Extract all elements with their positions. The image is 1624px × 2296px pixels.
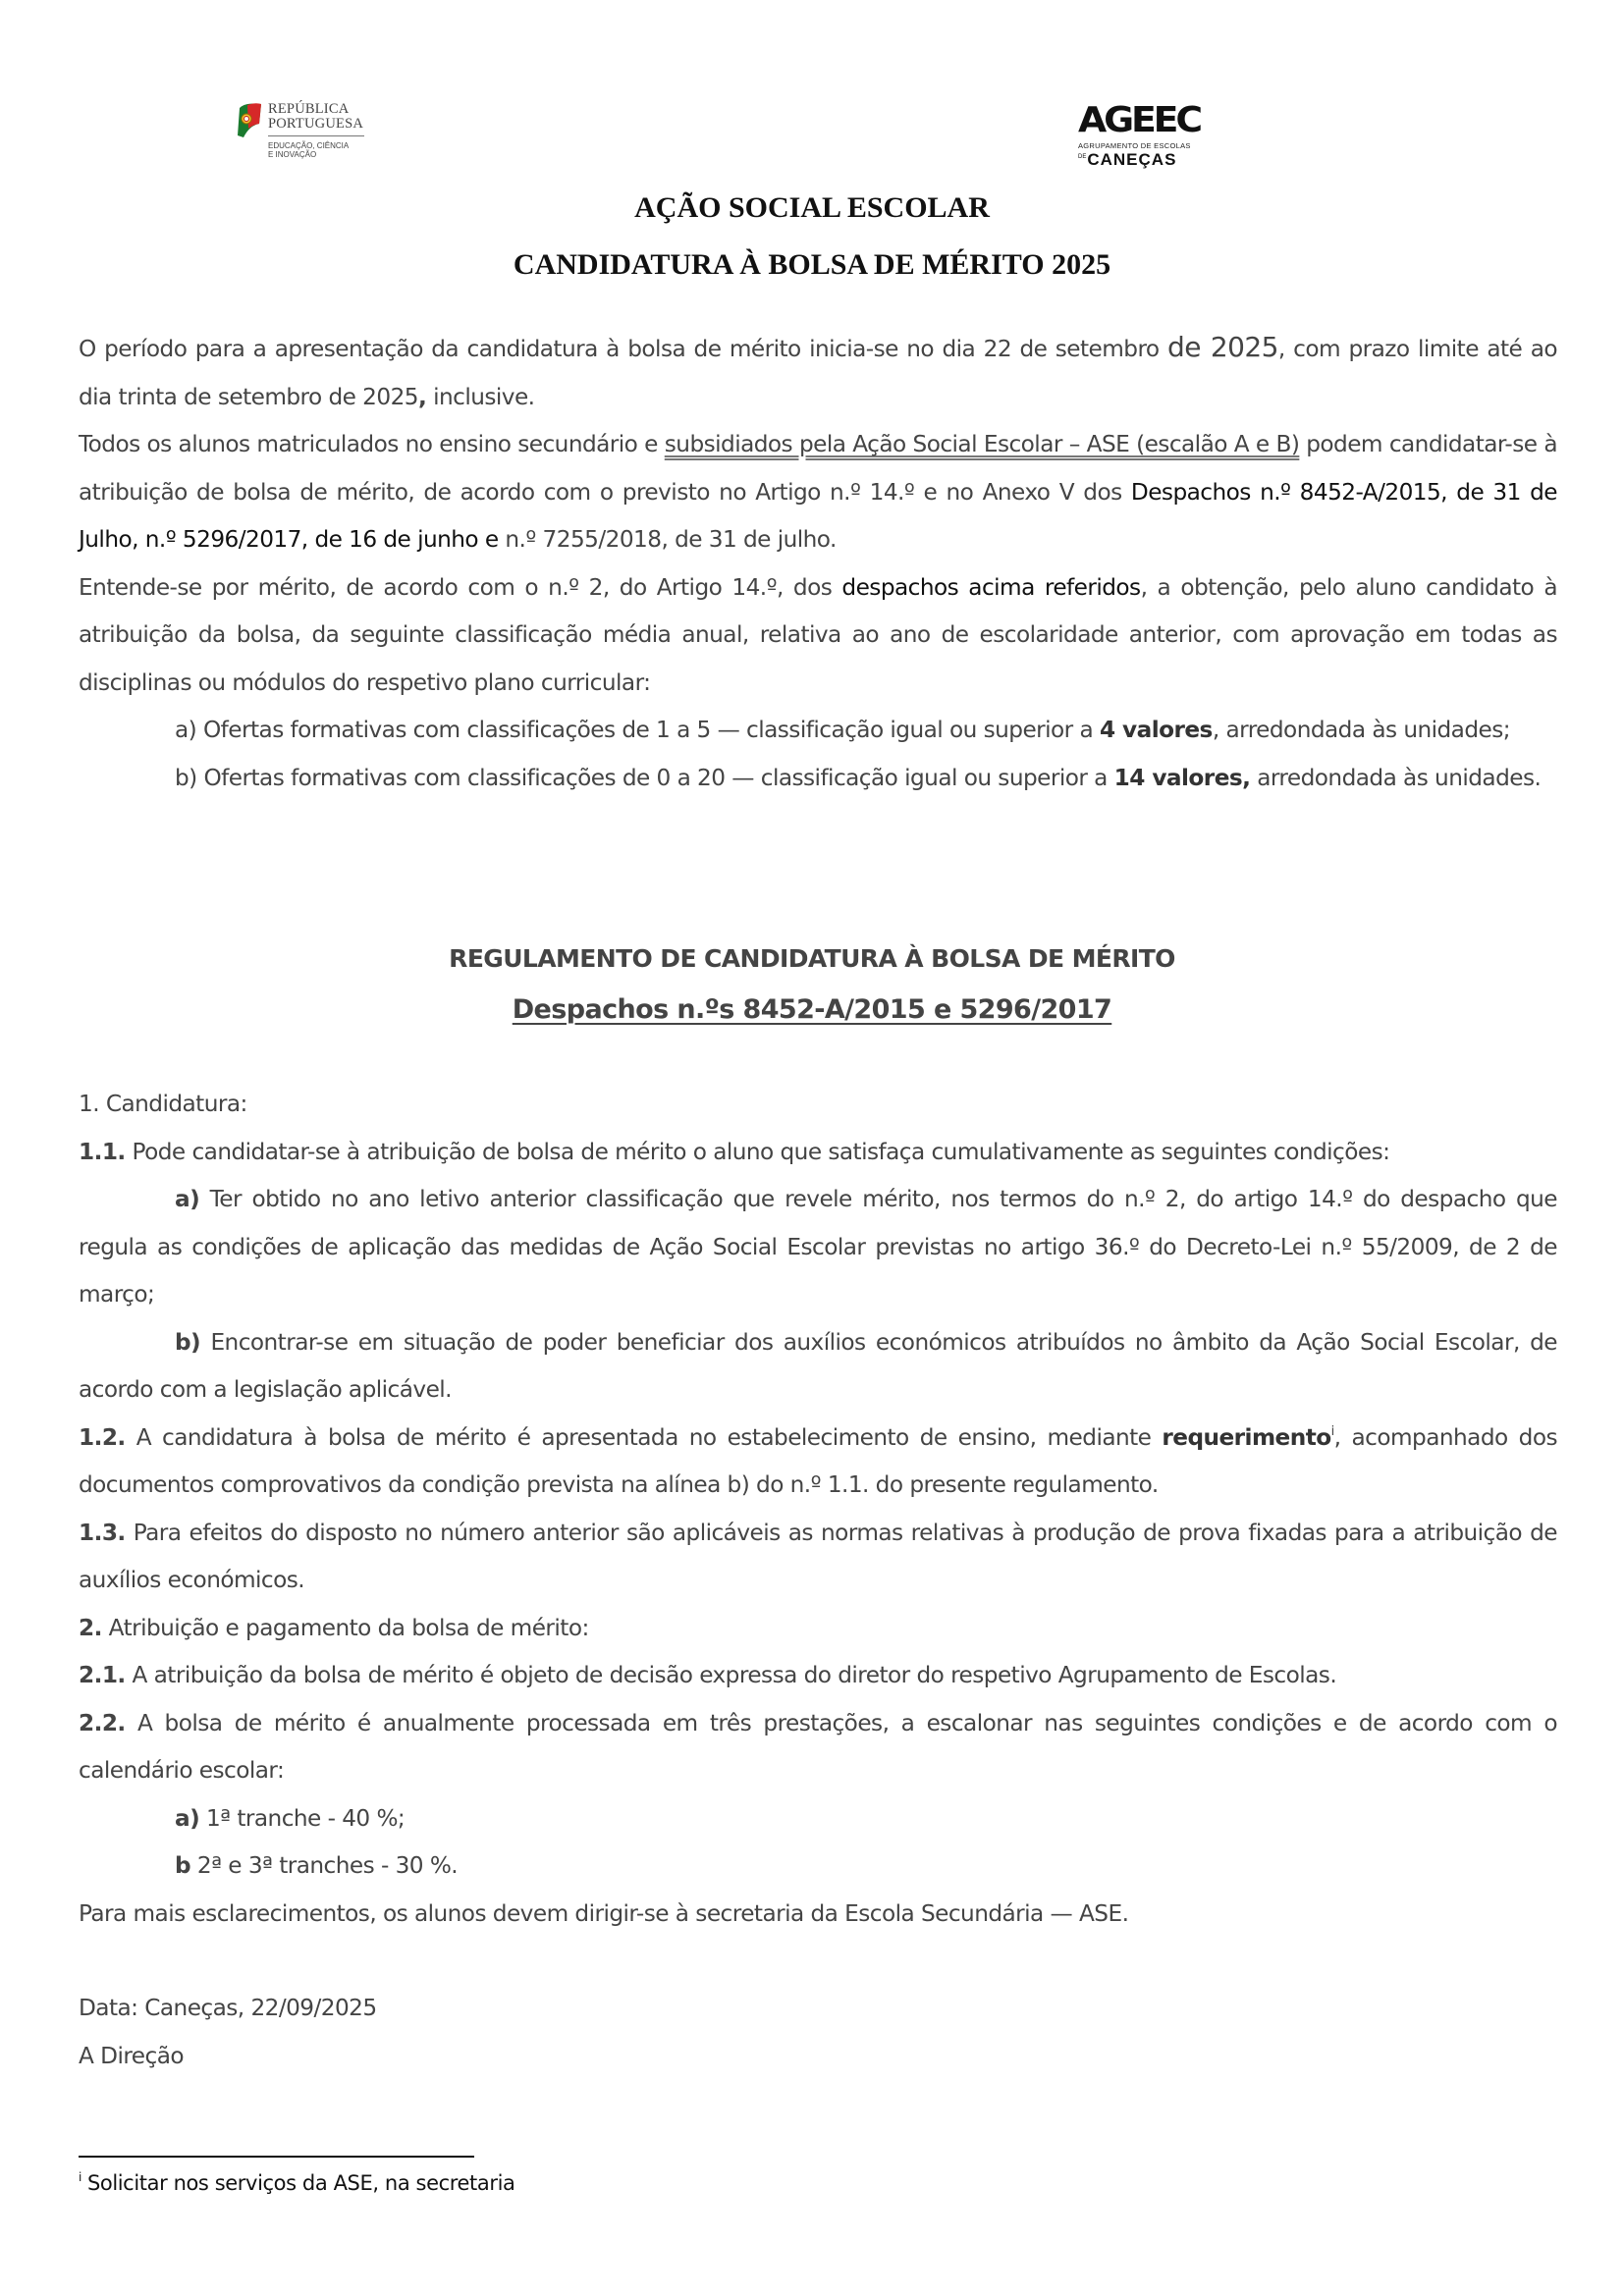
tranche-b: b 2ª e 3ª tranches - 30 %. xyxy=(175,1852,459,1879)
document-subtitle: CANDIDATURA À BOLSA DE MÉRITO 2025 xyxy=(513,248,1111,281)
section-2: 2. Atribuição e pagamento da bolsa de mérito: xyxy=(79,1614,589,1641)
intro-paragraph-merit-definition: Entende-se por mérito, de acordo com o n.º 2, do Artigo 14.º, dos despachos acima referidos, a obtenção, pelo aluno candidato à atribuição da bolsa, da seguinte classificação média anual, relativa ao ano de escolaridade anterior, com aprovação em todas as disciplinas ou módulos do respetivo plano curricular: xyxy=(79,573,1557,696)
logo-text-republica: REPÚBLICA xyxy=(268,101,350,117)
section-1-1-a: a) Ter obtido no ano letivo anterior classificação que revele mérito, nos termos do n.º 2, do artigo 14.º do despacho que regula as condições de aplicação das medidas de Ação Social Escolar previstas no artigo 36.º do Decreto-Lei n.º 55/2009, de 2 de março; xyxy=(79,1186,1557,1308)
intro-paragraph-period: O período para a apresentação da candidatura à bolsa de mérito inicia-se no dia 22 de setembro de 2025, com prazo limite até ao dia trinta de setembro de 2025, inclusive. xyxy=(79,331,1557,410)
intro-paragraph-eligibility: Todos os alunos matriculados no ensino secundário e subsidiados pela Ação Social Escolar – ASE (escalão A e B) podem candidatar-se à atribuição de bolsa de mérito, de acordo com o previsto no Artigo n.º 14.º e no Anexo V dos Despachos n.º 8452-A/2015, de 31 de Julho, n.º 5296/2017, de 16 de junho e n.º 7255/2018, de 31 de julho. xyxy=(79,431,1558,553)
logo-text-portuguesa: PORTUGUESA xyxy=(268,116,364,132)
logo-text-canecas: $^{DE}$CANEÇAS xyxy=(1078,150,1177,169)
agrupamento-escolas-canecas-logo xyxy=(1076,98,1204,175)
footnote-marker: i xyxy=(1330,1423,1334,1439)
portugal-flag-icon xyxy=(236,102,263,139)
merit-criterion-a: a) Ofertas formativas com classificações de 1 a 5 — classificação igual ou superior a 4 valores, arredondada às unidades; xyxy=(175,717,1511,743)
logo-divider xyxy=(268,135,364,136)
republica-portuguesa-logo xyxy=(236,98,393,167)
ase-eligibility-underlined: subsidiados pela Ação Social Escolar – ASE (escalão A e B) xyxy=(664,431,1300,457)
section-1-candidatura: 1. Candidatura: xyxy=(79,1091,247,1117)
regulation-subheading: Despachos n.ºs 8452-A/2015 e 5296/2017 xyxy=(512,994,1112,1025)
logo-text-ministry-2: E INOVAÇÃO xyxy=(268,150,317,159)
regulation-section xyxy=(79,1081,1557,2080)
document-title: AÇÃO SOCIAL ESCOLAR xyxy=(634,191,990,224)
merit-criterion-b: b) Ofertas formativas com classificações de 0 a 20 — classificação igual ou superior a 14 valores, arredondada às unidades. xyxy=(175,764,1542,791)
footnote-number: i xyxy=(79,2170,81,2184)
tranche-a: a) 1ª tranche - 40 %; xyxy=(175,1804,406,1832)
ageec-logo-mark: AGEEC xyxy=(1078,100,1200,140)
section-2-2: 2.2. A bolsa de mérito é anualmente processada em três prestações, a escalonar nas seguintes condições e de acordo com o calendário escolar: xyxy=(79,1709,1557,1784)
signature-date: Data: Caneças, 22/09/2025 xyxy=(79,1995,377,2021)
section-1-3: 1.3. Para efeitos do disposto no número anterior são aplicáveis as normas relativas à produção de prova fixadas para a atribuição de auxílios económicos. xyxy=(79,1519,1557,1593)
section-1-1-b: b) Encontrar-se em situação de poder beneficiar dos auxílios económicos atribuídos no âmbito da Ação Social Escolar, de acordo com a legislação aplicável. xyxy=(79,1328,1557,1403)
intro-section xyxy=(79,324,1557,802)
section-1-1: 1.1. Pode candidatar-se à atribuição de bolsa de mérito o aluno que satisfaça cumulativamente as seguintes condições: xyxy=(79,1138,1390,1165)
section-1-2: 1.2. A candidatura à bolsa de mérito é apresentada no estabelecimento de ensino, mediante requerimento$^i$, acompanhado dos documentos comprovativos da condição prevista na alínea b) do n.º 1.1. do presente regulamento. xyxy=(79,1423,1557,1498)
regulation-heading: REGULAMENTO DE CANDIDATURA À BOLSA DE MÉRITO xyxy=(449,944,1175,973)
logo-text-agrupamento: AGRUPAMENTO DE ESCOLAS xyxy=(1078,141,1191,150)
footnote xyxy=(79,2171,515,2195)
closing-note: Para mais esclarecimentos, os alunos devem dirigir-se à secretaria da Escola Secundária — ASE. xyxy=(79,1899,1129,1927)
footnote-separator xyxy=(79,2156,474,2158)
section-2-1: 2.1. A atribuição da bolsa de mérito é objeto de decisão expressa do diretor do respetivo Agrupamento de Escolas. xyxy=(79,1662,1337,1688)
logo-text-ministry-1: EDUCAÇÃO, CIÊNCIA xyxy=(268,141,350,150)
signature-direction: A Direção xyxy=(79,2042,185,2069)
footnote-text: Solicitar nos serviços da ASE, na secretaria xyxy=(86,2171,515,2195)
